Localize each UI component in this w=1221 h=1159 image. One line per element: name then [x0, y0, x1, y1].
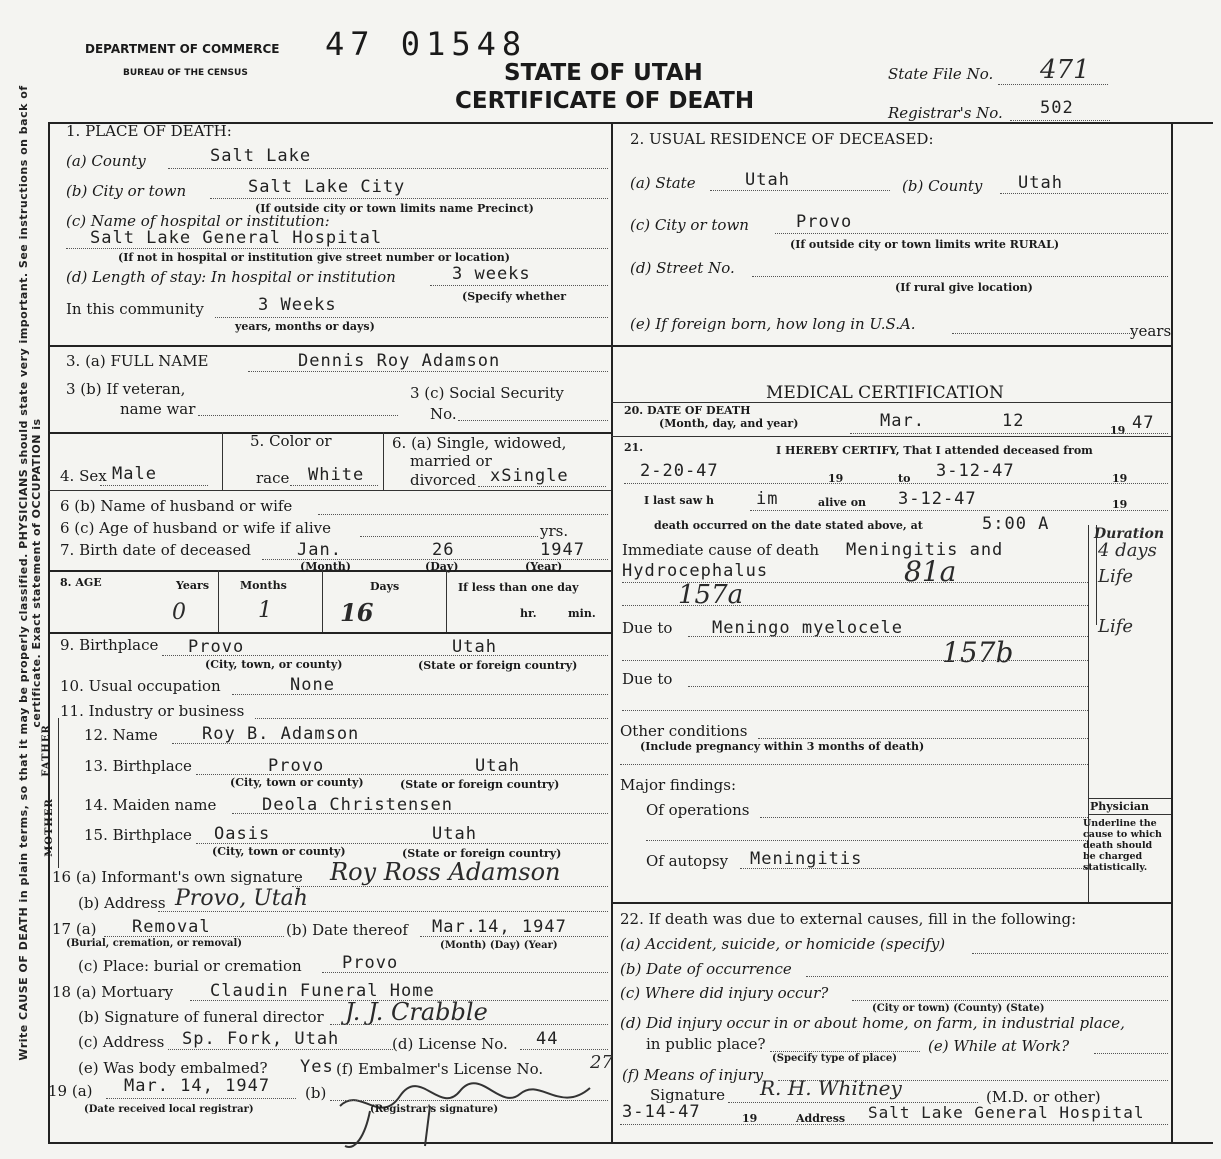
- external-c-note: (City or town) (County) (State): [872, 1003, 1045, 1014]
- autopsy-label: Of autopsy: [646, 852, 729, 870]
- external-type-note: (Specify type of place): [772, 1053, 897, 1064]
- director-label: (b) Signature of funeral director: [78, 1008, 324, 1026]
- race-value: White: [308, 465, 365, 485]
- city-label: (b) City or town: [66, 182, 187, 200]
- sex-value: Male: [112, 464, 157, 484]
- immediate-cause-1: Meningitis and: [846, 540, 1004, 560]
- physician-box-title: Physician: [1090, 800, 1150, 813]
- due-to-label: Due to: [622, 619, 673, 637]
- burial-note: (Burial, cremation, or removal): [66, 938, 242, 949]
- mother-birth-state: Utah: [432, 824, 477, 844]
- license-value: 44: [536, 1029, 559, 1049]
- embalmed-label: (e) Was body embalmed?: [78, 1059, 268, 1077]
- external-d-label-2: in public place?: [646, 1035, 766, 1053]
- informant-address: Provo, Utah: [175, 886, 308, 911]
- res-state-label: (a) State: [630, 174, 696, 192]
- res-city: Provo: [796, 212, 853, 232]
- marital-value: xSingle: [490, 466, 569, 486]
- attend-from: 2-20-47: [640, 461, 719, 481]
- state-file-label: State File No.: [888, 65, 994, 83]
- specify-note: (Specify whether: [462, 290, 567, 303]
- embalmer-label: (f) Embalmer's License No.: [336, 1060, 544, 1078]
- death-year-prefix: 19: [1110, 424, 1126, 437]
- ssn-no-label: No.: [430, 405, 457, 423]
- registrar-sig-note: (Registrar's signature): [370, 1104, 499, 1115]
- mb-state-note: (State or foreign country): [402, 847, 562, 860]
- received-note: (Date received local registrar): [84, 1104, 254, 1115]
- father-name-label: 12. Name: [84, 726, 158, 744]
- other-label: Other conditions: [620, 722, 748, 740]
- marital-label-2: married or: [410, 452, 492, 470]
- birth-month: Jan.: [297, 540, 342, 560]
- code-3: 157b: [942, 636, 1014, 669]
- received-label-19: 19 (a): [48, 1082, 93, 1100]
- registrar-label: Registrar's No.: [888, 104, 1003, 122]
- external-signature: R. H. Whitney: [760, 1076, 902, 1100]
- mb-city-note: (City, town or county): [212, 845, 346, 858]
- state-title: STATE OF UTAH: [504, 60, 703, 86]
- physician-box-text: Underline the cause to which death should be charged statistically.: [1083, 818, 1162, 873]
- full-name: Dennis Roy Adamson: [298, 351, 501, 371]
- min-label: min.: [568, 607, 596, 620]
- mother-tag: MOTHER: [43, 798, 55, 857]
- hospital-label: (c) Name of hospital or institution:: [66, 212, 330, 230]
- certify-number: 21.: [624, 441, 644, 454]
- ssn-label: 3 (c) Social Security: [410, 384, 564, 402]
- immediate-cause-2: Hydrocephalus: [622, 561, 769, 581]
- external-a-label: (a) Accident, suicide, or homicide (specify): [620, 935, 946, 953]
- occurred-label: death occurred on the date stated above, at: [654, 519, 923, 532]
- stay-label: (d) Length of stay: In hospital or institution: [66, 268, 396, 286]
- external-c-label: (c) Where did injury occur?: [620, 984, 829, 1002]
- bp-state-note: (State or foreign country): [418, 659, 578, 672]
- code-1: 81a: [904, 555, 957, 588]
- yrs-label: yrs.: [540, 522, 569, 540]
- father-tag: FATHER: [40, 724, 52, 777]
- res-county-label: (b) County: [902, 177, 983, 195]
- burial-place: Provo: [342, 953, 399, 973]
- due-to-label-2: Due to: [622, 670, 673, 688]
- age-days: 16: [340, 598, 374, 627]
- fb-city-note: (City, town or county): [230, 776, 364, 789]
- received-date: Mar. 14, 1947: [124, 1076, 271, 1096]
- duration-1: 4 days: [1098, 540, 1157, 561]
- hospital-note: (If not in hospital or institution give street number or location): [118, 251, 510, 264]
- external-d-label: (d) Did injury occur in or about home, on farm, in industrial place,: [620, 1014, 1125, 1032]
- death-date-label-1: 20. DATE OF DEATH: [624, 404, 751, 417]
- birth-day: 26: [432, 540, 455, 560]
- mother-birth-city: Oasis: [214, 824, 271, 844]
- age-months-label: Months: [240, 579, 287, 592]
- external-address-label: Address: [796, 1112, 846, 1125]
- res-county: Utah: [1018, 173, 1063, 193]
- father-birth-state: Utah: [475, 756, 520, 776]
- place-of-death-heading: 1. PLACE OF DEATH:: [66, 122, 232, 140]
- informant-address-label: (b) Address: [78, 894, 166, 912]
- marital-label-1: 6. (a) Single, widowed,: [392, 434, 567, 452]
- age-years-label: Years: [176, 579, 210, 592]
- embalmed-value: Yes: [300, 1057, 334, 1077]
- burial-date-note: (Month) (Day) (Year): [440, 940, 558, 951]
- death-county: Salt Lake: [210, 146, 312, 166]
- department-label: DEPARTMENT OF COMMERCE: [85, 42, 280, 56]
- birth-label: 7. Birth date of deceased: [60, 541, 251, 559]
- removal-label: 17 (a): [52, 920, 97, 938]
- attend-to-label: to: [898, 472, 911, 485]
- attend-to: 3-12-47: [936, 461, 1015, 481]
- mortuary-address: Sp. Fork, Utah: [182, 1029, 340, 1049]
- father-birth-label: 13. Birthplace: [84, 757, 192, 775]
- death-date-label-2: (Month, day, and year): [659, 417, 799, 430]
- war-label: name war: [120, 400, 196, 418]
- external-heading: 22. If death was due to external causes, fill in the following:: [620, 910, 1077, 928]
- external-b-label: (b) Date of occurrence: [620, 960, 792, 978]
- community-value: 3 Weeks: [258, 295, 337, 315]
- res-city-label: (c) City or town: [630, 216, 749, 234]
- age-months: 1: [258, 598, 272, 623]
- due-to-value: Meningo myelocele: [712, 618, 903, 638]
- death-day: 12: [1002, 411, 1025, 431]
- stay-value: 3 weeks: [452, 264, 531, 284]
- death-hospital: Salt Lake General Hospital: [90, 228, 383, 248]
- external-e-label: (e) While at Work?: [928, 1037, 1070, 1055]
- burial-place-label: (c) Place: burial or cremation: [78, 957, 302, 975]
- death-city: Salt Lake City: [248, 177, 406, 197]
- attend-19a: 19: [828, 472, 844, 485]
- residence-heading: 2. USUAL RESIDENCE OF DECEASED:: [630, 130, 934, 148]
- external-address: Salt Lake General Hospital: [868, 1103, 1145, 1122]
- month-note: (Month): [300, 560, 351, 573]
- age-days-label: Days: [370, 580, 400, 593]
- informant-signature: Roy Ross Adamson: [330, 858, 561, 886]
- informant-label: 16 (a) Informant's own signature: [52, 868, 303, 886]
- age-years: 0: [172, 600, 186, 625]
- other-note: (Include pregnancy within 3 months of death): [640, 740, 925, 753]
- certify-text: I HEREBY CERTIFY, That I attended deceased from: [776, 444, 1093, 457]
- mortuary-label: 18 (a) Mortuary: [52, 983, 174, 1001]
- res-city-note: (If outside city or town limits write RURAL): [790, 238, 1060, 251]
- res-years-label: years: [1130, 322, 1172, 340]
- birthplace-city: Provo: [188, 637, 245, 657]
- operations-label: Of operations: [646, 801, 750, 819]
- certificate-number: 47 01548: [325, 25, 528, 63]
- marital-label-3: divorced: [410, 471, 476, 489]
- sex-label: 4. Sex: [60, 467, 107, 485]
- director-signature: J. J. Crabble: [345, 998, 488, 1026]
- attend-19b: 19: [1112, 472, 1128, 485]
- registrar-sig-label-19b: (b): [305, 1084, 327, 1102]
- duration-2: Life: [1098, 566, 1134, 587]
- certificate-title: CERTIFICATE OF DEATH: [455, 88, 755, 114]
- occupation-label: 10. Usual occupation: [60, 677, 221, 695]
- duration-3: Life: [1098, 616, 1134, 637]
- res-street-label: (d) Street No.: [630, 259, 735, 277]
- registrar-number: 502: [1040, 98, 1074, 118]
- medical-heading: MEDICAL CERTIFICATION: [766, 383, 1004, 403]
- city-note: (If outside city or town limits name Precinct): [255, 202, 534, 215]
- embalmer-license: 27: [590, 1052, 613, 1073]
- side-instructions: Write CAUSE OF DEATH in plain terms, so that it may be properly classified. PHYSICIANS should state very important. See instructions on back of certificate. Exact statement of OCCUPATION is: [17, 85, 43, 1061]
- external-19: 19: [742, 1112, 758, 1125]
- death-year: 47: [1132, 413, 1155, 433]
- father-birth-city: Provo: [268, 756, 325, 776]
- maiden-name: Deola Christensen: [262, 795, 453, 815]
- year-note: (Year): [525, 560, 563, 573]
- bureau-label: BUREAU OF THE CENSUS: [123, 68, 248, 78]
- duration-header: Duration: [1094, 526, 1165, 542]
- full-name-label: 3. (a) FULL NAME: [66, 352, 209, 370]
- autopsy-value: Meningitis: [750, 849, 863, 869]
- mortuary-address-label: (c) Address: [78, 1033, 165, 1051]
- burial-date-label: (b) Date thereof: [286, 921, 408, 939]
- external-date: 3-14-47: [622, 1102, 701, 1122]
- burial-date: Mar.14, 1947: [432, 917, 567, 937]
- mother-birth-label: 15. Birthplace: [84, 826, 192, 844]
- occupation-value: None: [290, 675, 335, 695]
- code-2: 157a: [678, 580, 744, 610]
- death-month: Mar.: [880, 411, 925, 431]
- last-saw: im: [756, 489, 779, 509]
- birth-year: 1947: [540, 540, 585, 560]
- res-foreign-label: (e) If foreign born, how long in U.S.A.: [630, 315, 916, 333]
- county-label: (a) County: [66, 152, 146, 170]
- age-label: 8. AGE: [60, 576, 102, 589]
- birthplace-label: 9. Birthplace: [60, 636, 159, 654]
- age-less-label: If less than one day: [458, 581, 579, 594]
- birthplace-state: Utah: [452, 637, 497, 657]
- fb-state-note: (State or foreign country): [400, 778, 560, 791]
- alive-label: alive on: [818, 496, 867, 509]
- state-file-number: 471: [1040, 55, 1090, 85]
- last-saw-label: I last saw h: [644, 494, 715, 507]
- bp-city-note: (City, town, or county): [205, 658, 343, 671]
- mortuary-value: Claudin Funeral Home: [210, 981, 435, 1001]
- community-label: In this community: [66, 300, 204, 318]
- res-street-note: (If rural give location): [895, 281, 1033, 294]
- race-label: race: [256, 469, 290, 487]
- day-note: (Day): [425, 560, 459, 573]
- res-state: Utah: [745, 170, 790, 190]
- alive-on: 3-12-47: [898, 489, 977, 509]
- spouse-label: 6 (b) Name of husband or wife: [60, 497, 293, 515]
- license-label: (d) License No.: [392, 1035, 508, 1053]
- alive-19: 19: [1112, 498, 1128, 511]
- external-signature-label: Signature: [650, 1086, 726, 1104]
- maiden-label: 14. Maiden name: [84, 796, 217, 814]
- spouse-age-label: 6 (c) Age of husband or wife if alive: [60, 519, 332, 537]
- industry-label: 11. Industry or business: [60, 702, 245, 720]
- father-name: Roy B. Adamson: [202, 724, 360, 744]
- external-f-label: (f) Means of injury: [622, 1066, 764, 1084]
- major-label: Major findings:: [620, 776, 737, 794]
- units-note: years, months or days): [235, 320, 375, 333]
- immediate-label: Immediate cause of death: [622, 541, 820, 559]
- removal-value: Removal: [132, 917, 211, 937]
- hr-label: hr.: [520, 607, 537, 620]
- veteran-label: 3 (b) If veteran,: [66, 380, 186, 398]
- death-time: 5:00 A: [982, 514, 1050, 534]
- md-label: (M.D. or other): [986, 1088, 1101, 1106]
- color-label: 5. Color or: [250, 432, 332, 450]
